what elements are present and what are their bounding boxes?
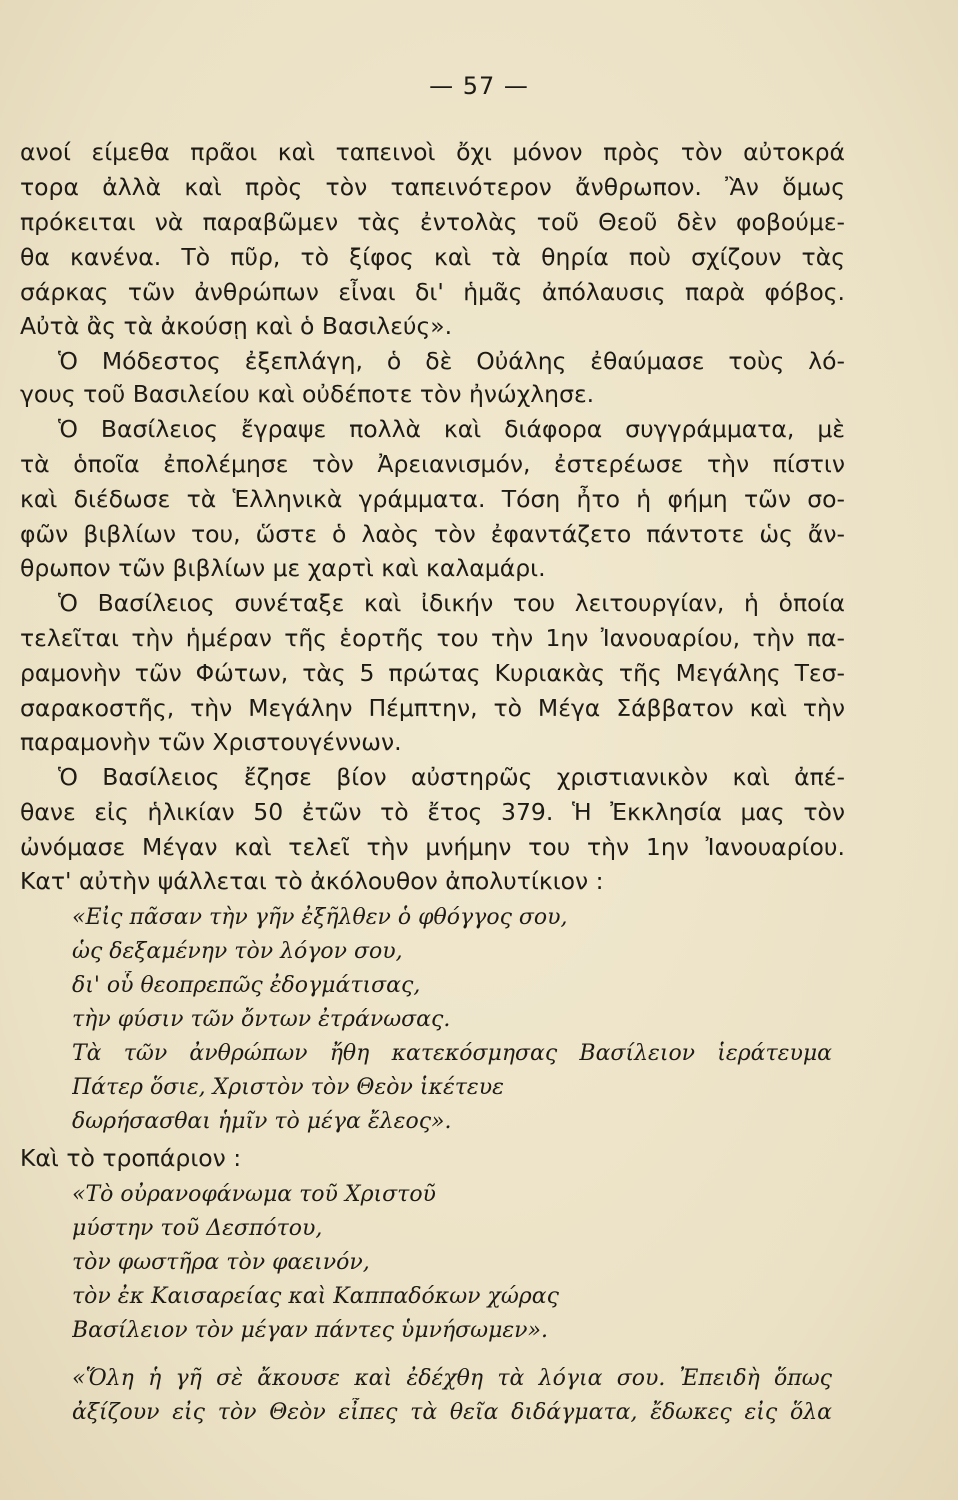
text-line: ὠνόμασε Μέγαν καὶ τελεῖ τὴν μνήμην του τὴν 1ην Ἰανουαρίου. [20,833,845,861]
text-line: πρόκειται νὰ παραβῶμεν τὰς ἐντολὰς τοῦ Θεοῦ δὲν φοβούμε- [20,208,845,236]
troparion-line: μύστην τοῦ Δεσπότου, [72,1216,323,1241]
hymn-line: ὡς δεξαμένην τὸν λόγον σου, [72,939,403,964]
troparion-line: Βασίλειον τὸν μέγαν πάντες ὑμνήσωμεν». [72,1318,549,1343]
text-line: τορα ἀλλὰ καὶ πρὸς τὸν ταπεινότερον ἄνθρωπον. Ἂν ὅμως [20,173,845,201]
text-line: Ὁ Βασίλειος συνέταξε καὶ ἰδικήν του λειτουργίαν, ἡ ὁποία [58,589,845,617]
page-number: — 57 — [429,72,529,100]
text-line: σαρακοστῆς, τὴν Μεγάλην Πέμπτην, τὸ Μέγα Σάββατον καὶ τὴν [20,694,845,722]
text-line: Αὐτὰ ἂς τὰ ἀκούσῃ καὶ ὁ Βασιλεύς». [20,312,453,340]
troparion-line: «Τὸ οὐρανοφάνωμα τοῦ Χριστοῦ [72,1182,436,1207]
translation-line: «Ὅλη ἡ γῆ σὲ ἄκουσε καὶ ἐδέχθη τὰ λόγια σου. Ἐπειδὴ ὅπως [72,1366,832,1391]
hymn-line: «Εἰς πᾶσαν τὴν γῆν ἐξῆλθεν ὁ φθόγγος σου, [72,905,568,930]
hymn-line: δι' οὗ θεοπρεπῶς ἐδογμάτισας, [72,973,421,998]
text-line: Κατ' αὐτὴν ψάλλεται τὸ ἀκόλουθον ἀπολυτίκιον : [20,867,604,895]
text-line: ραμονὴν τῶν Φώτων, τὰς 5 πρώτας Κυριακὰς τῆς Μεγάλης Τεσ- [20,659,845,687]
text-line: Ὁ Μόδεστος ἐξεπλάγη, ὁ δὲ Οὐάλης ἐθαύμασε τοὺς λό- [58,347,845,375]
text-line: τὰ ὁποῖα ἐπολέμησε τὸν Ἀρειανισμόν, ἐστερέωσε τὴν πίστιν [20,450,845,478]
hymn-line: τὴν φύσιν τῶν ὄντων ἐτράνωσας. [72,1007,451,1032]
text-line: καὶ διέδωσε τὰ Ἑλληνικὰ γράμματα. Τόση ἦτο ἡ φήμη τῶν σο- [20,485,845,513]
hymn-line: δωρήσασθαι ἡμῖν τὸ μέγα ἔλεος». [72,1109,452,1134]
text-line: ανοί είμεθα πρᾶοι καὶ ταπεινοὶ ὄχι μόνον πρὸς τὸν αὐτοκρά [20,138,845,166]
translation-line: ἀξίζουν εἰς τὸν Θεὸν εἶπες τὰ θεῖα διδάγματα, ἔδωκες εἰς ὅλα [72,1400,832,1425]
text-line: Ὁ Βασίλειος ἔγραψε πολλὰ καὶ διάφορα συγγράμματα, μὲ [58,415,845,443]
hymn-line: Τὰ τῶν ἀνθρώπων ἤθη κατεκόσμησας Βασίλειον ἱεράτευμα [72,1041,832,1066]
text-line: γους τοῦ Βασιλείου καὶ οὐδέποτε τὸν ἠνώχλησε. [20,380,595,408]
text-line: Ὁ Βασίλειος ἔζησε βίον αὐστηρῶς χριστιανικὸν καὶ ἀπέ- [58,763,845,791]
text-line: θα κανένα. Τὸ πῦρ, τὸ ξίφος καὶ τὰ θηρία ποὺ σχίζουν τὰς [20,243,845,271]
text-line: παραμονὴν τῶν Χριστουγέννων. [20,728,402,756]
hymn-line: Πάτερ ὅσιε, Χριστὸν τὸν Θεὸν ἱκέτευε [72,1075,504,1100]
text-line: Καὶ τὸ τροπάριον : [20,1144,242,1172]
text-line: σάρκας τῶν ἀνθρώπων εἶναι δι' ἡμᾶς ἀπόλαυσις παρὰ φόβος. [20,278,845,306]
troparion-line: τὸν ἐκ Καισαρείας καὶ Καππαδόκων χώρας [72,1284,559,1309]
text-line: φῶν βιβλίων του, ὥστε ὁ λαὸς τὸν ἐφαντάζετο πάντοτε ὡς ἄν- [20,520,845,548]
text-line: θανε εἰς ἡλικίαν 50 ἐτῶν τὸ ἔτος 379. Ἡ Ἐκκλησία μας τὸν [20,798,845,826]
text-line: τελεῖται τὴν ἡμέραν τῆς ἑορτῆς του τὴν 1ην Ἰανουαρίου, τὴν πα- [20,624,845,652]
troparion-line: τὸν φωστῆρα τὸν φαεινόν, [72,1250,370,1275]
text-line: θρωπον τῶν βιβλίων με χαρτὶ καὶ καλαμάρι. [20,554,546,582]
